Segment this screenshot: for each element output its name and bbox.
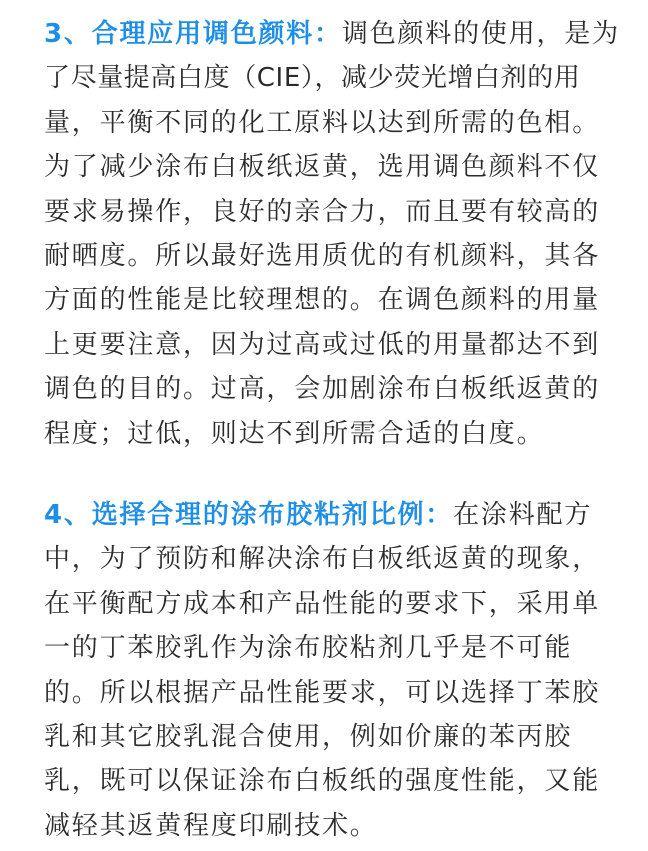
section-3-heading: 3、合理应用调色颜料： xyxy=(44,19,342,49)
section-4-line-1 xyxy=(44,493,644,537)
section-4-paragraph xyxy=(44,493,644,848)
section-3-line-1-text: 调色颜料的使用，是为 xyxy=(341,19,620,49)
section-3-line-9: 调色的目的。过高，会加剧涂布白板纸返黄的 xyxy=(44,374,601,405)
section-4-heading: 4、选择合理的涂布胶粘剂比例： xyxy=(44,500,454,530)
section-4-line-3: 在平衡配方成本和产品性能的要求下，采用单 xyxy=(44,588,601,619)
section-4-line-6: 乳和其它胶乳混合使用，例如价廉的苯丙胶 xyxy=(44,721,573,752)
section-3-line-5: 要求易操作，良好的亲合力，而且要有较高的 xyxy=(44,196,601,227)
section-3-line-3: 量，平衡不同的化工原料以达到所需的色相。 xyxy=(44,107,601,138)
section-4-line-1-text: 在涂料配方 xyxy=(453,500,593,530)
section-3-line-8: 上更要注意，因为过高或过低的用量都达不到 xyxy=(44,329,601,360)
section-3-line-1 xyxy=(44,12,644,56)
section-4-line-5: 的。所以根据产品性能要求，可以选择丁苯胶 xyxy=(44,677,601,708)
section-3-paragraph xyxy=(44,12,644,456)
section-3-line-10: 程度；过低，则达不到所需合适的白度。 xyxy=(44,418,545,449)
section-3-line-7: 方面的性能是比较理想的。在调色颜料的用量 xyxy=(44,285,601,316)
section-3-line-4: 为了减少涂布白板纸返黄，选用调色颜料不仅 xyxy=(44,152,601,183)
section-4-line-4: 一的丁苯胶乳作为涂布胶粘剂几乎是不可能 xyxy=(44,633,573,664)
section-3-line-6: 耐晒度。所以最好选用质优的有机颜料，其各 xyxy=(44,240,601,271)
section-4-line-8: 减轻其返黄程度印刷技术。 xyxy=(44,810,378,841)
section-4-line-7: 乳，既可以保证涂布白板纸的强度性能，又能 xyxy=(44,766,601,797)
section-4-line-2: 中，为了预防和解决涂布白板纸返黄的现象， xyxy=(44,544,601,575)
section-3-line-2: 了尽量提高白度（CIE），减少荧光增白剂的用 xyxy=(44,63,581,94)
